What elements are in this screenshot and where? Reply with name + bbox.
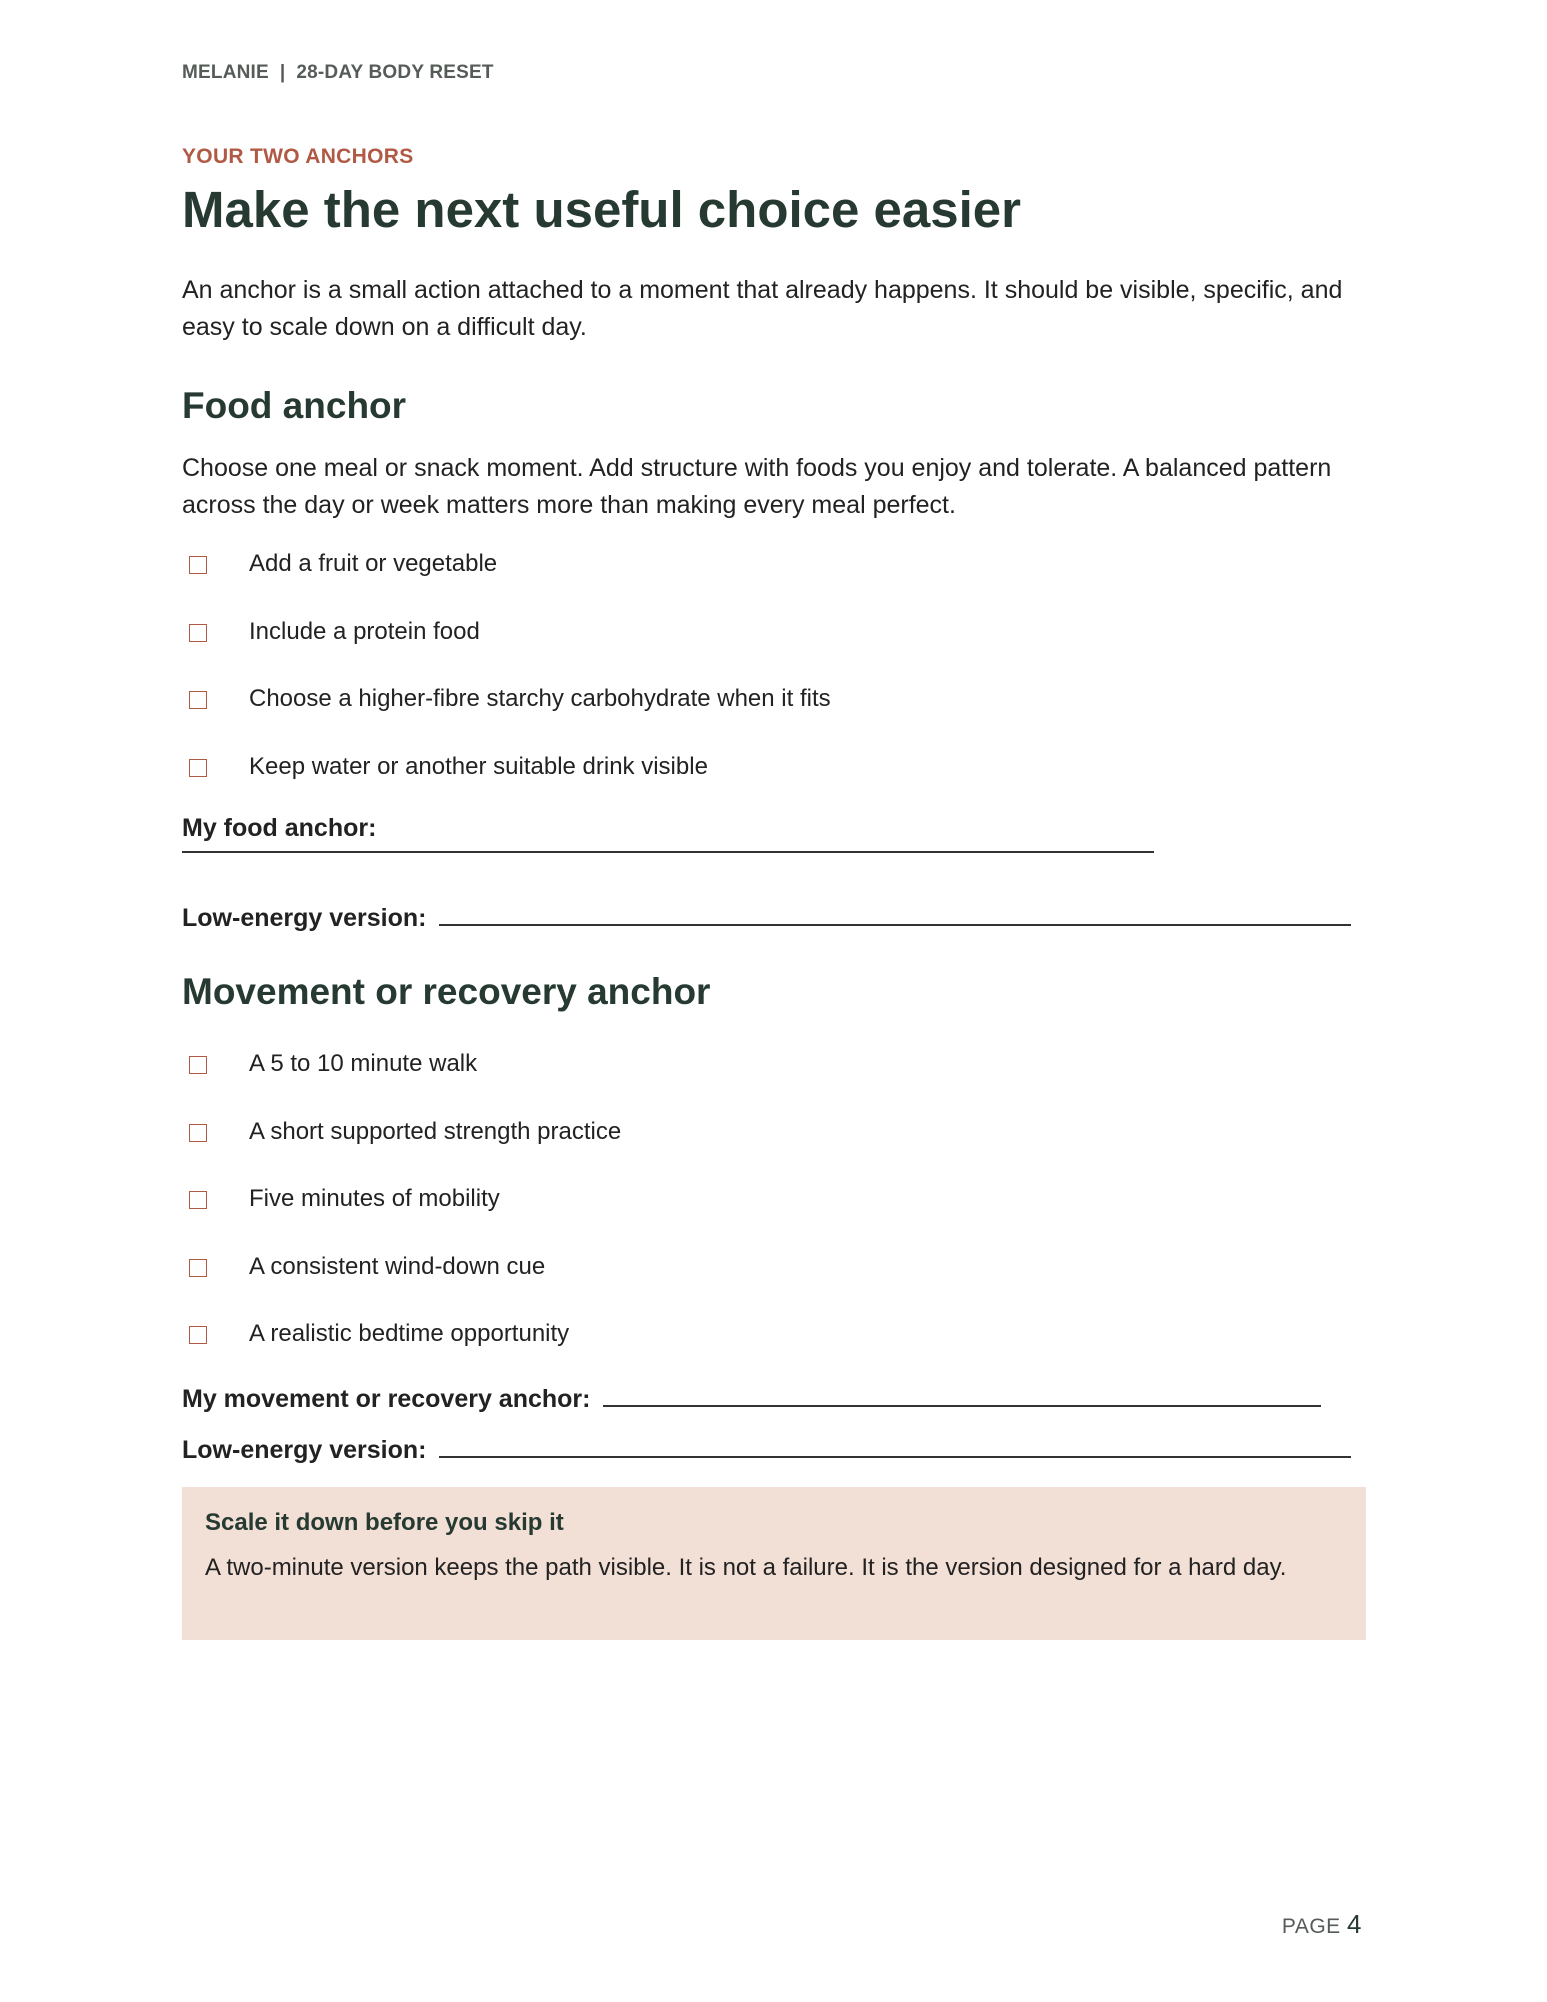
- movement-anchor-write-line[interactable]: [603, 1383, 1321, 1407]
- checkbox[interactable]: [189, 1056, 207, 1074]
- movement-anchor-field: [182, 1383, 1321, 1414]
- food-anchor-write-line[interactable]: [182, 851, 1154, 853]
- checkbox[interactable]: [189, 759, 207, 777]
- movement-low-energy-field: [182, 1434, 1351, 1465]
- food-anchor-field-label: My food anchor:: [182, 814, 377, 842]
- checklist-item-label: Add a fruit or vegetable: [249, 550, 498, 577]
- page-title: Make the next useful choice easier: [182, 181, 1022, 238]
- food-anchor-heading: Food anchor: [182, 385, 407, 426]
- page-label: PAGE: [1281, 1915, 1341, 1938]
- checklist-item-label: Five minutes of mobility: [249, 1185, 500, 1212]
- checkbox[interactable]: [189, 556, 207, 574]
- checklist-item-label: A consistent wind-down cue: [249, 1252, 546, 1280]
- checklist-item-label: A 5 to 10 minute walk: [249, 1050, 478, 1077]
- section-eyebrow: YOUR TWO ANCHORS: [182, 145, 414, 168]
- checklist-item-label: Include a protein food: [249, 617, 480, 645]
- food-low-energy-field: [182, 902, 1351, 933]
- checkbox[interactable]: [189, 1124, 207, 1142]
- page-number: [1282, 1909, 1362, 1940]
- checkbox[interactable]: [189, 1326, 207, 1344]
- worksheet-page: [182, 0, 1362, 2002]
- checklist-item-label: Choose a higher-fibre starchy carbohydrate when it fits: [249, 685, 831, 712]
- callout-title: Scale it down before you skip it: [205, 1509, 564, 1536]
- checklist-item-label: A realistic bedtime opportunity: [249, 1320, 570, 1347]
- movement-anchor-label: My movement or recovery anchor:: [182, 1385, 591, 1413]
- page-number-value: 4: [1347, 1909, 1362, 1939]
- checkbox[interactable]: [189, 1259, 207, 1277]
- tip-callout: [182, 1487, 1366, 1640]
- checklist-item-label: Keep water or another suitable drink visible: [249, 752, 708, 780]
- checkbox[interactable]: [189, 691, 207, 709]
- food-low-energy-label: Low-energy version:: [182, 904, 427, 932]
- movement-low-energy-label: Low-energy version:: [182, 1436, 427, 1464]
- running-header: MELANIE | 28-DAY BODY RESET: [182, 62, 494, 83]
- intro-paragraph: An anchor is a small action attached to a moment that already happens. It should be visible, specific, and easy to scale down on a difficult day.: [182, 276, 1343, 341]
- checkbox[interactable]: [189, 1191, 207, 1209]
- food-low-energy-write-line[interactable]: [439, 902, 1351, 926]
- movement-anchor-heading: Movement or recovery anchor: [182, 971, 711, 1012]
- callout-text: A two-minute version keeps the path visible. It is not a failure. It is the version designed for a hard day.: [205, 1554, 1287, 1581]
- checklist-item-label: A short supported strength practice: [249, 1117, 622, 1145]
- movement-low-energy-write-line[interactable]: [439, 1434, 1351, 1458]
- food-anchor-description: Choose one meal or snack moment. Add structure with foods you enjoy and tolerate. A balanced pattern across the day or week matters more than making every meal perfect.: [182, 454, 1332, 519]
- checkbox[interactable]: [189, 624, 207, 642]
